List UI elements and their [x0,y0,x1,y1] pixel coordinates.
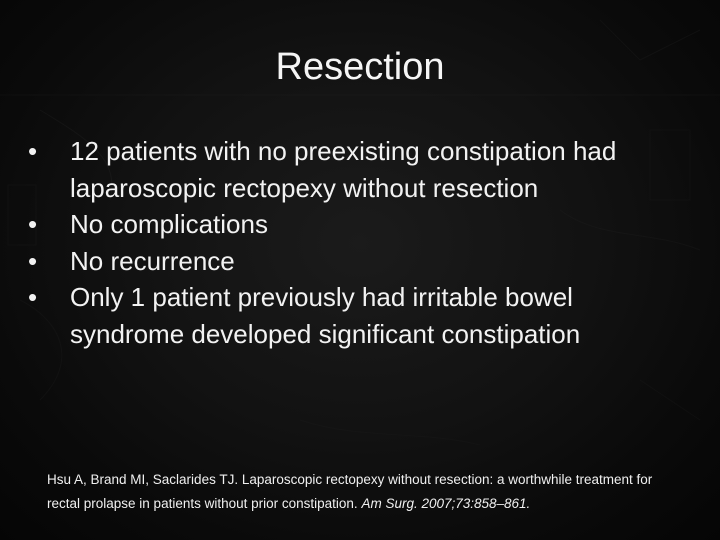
bullet-text: No recurrence [70,245,235,276]
bullet-text: Only 1 patient previously had irritable bowel syndrome developed significant constipation [70,282,581,349]
bullet-item [24,133,694,206]
bullet-text: No complications [70,209,268,239]
bullet-marker-icon: • [28,282,38,312]
bullet-item [24,279,694,352]
citation-text: Hsu A, Brand MI, Saclarides TJ. Laparoscopic rectopexy without resection: a worthwhile treatment for rectal prolapse in patients without prior constipation. [47,472,653,511]
citation-journal: Am Surg. 2007;73:858–861. [361,495,531,511]
bullet-item [24,206,694,243]
bullet-marker-icon: • [28,136,38,166]
bullet-item [24,243,694,280]
bullet-marker-icon: • [28,209,38,239]
citation [47,468,687,515]
bullet-marker-icon: • [28,245,38,276]
slide-title: Resection [275,46,445,88]
bullet-text: 12 patients with no preexisting constipation had laparoscopic rectopexy without resection [70,136,617,203]
bullet-list [24,133,694,352]
